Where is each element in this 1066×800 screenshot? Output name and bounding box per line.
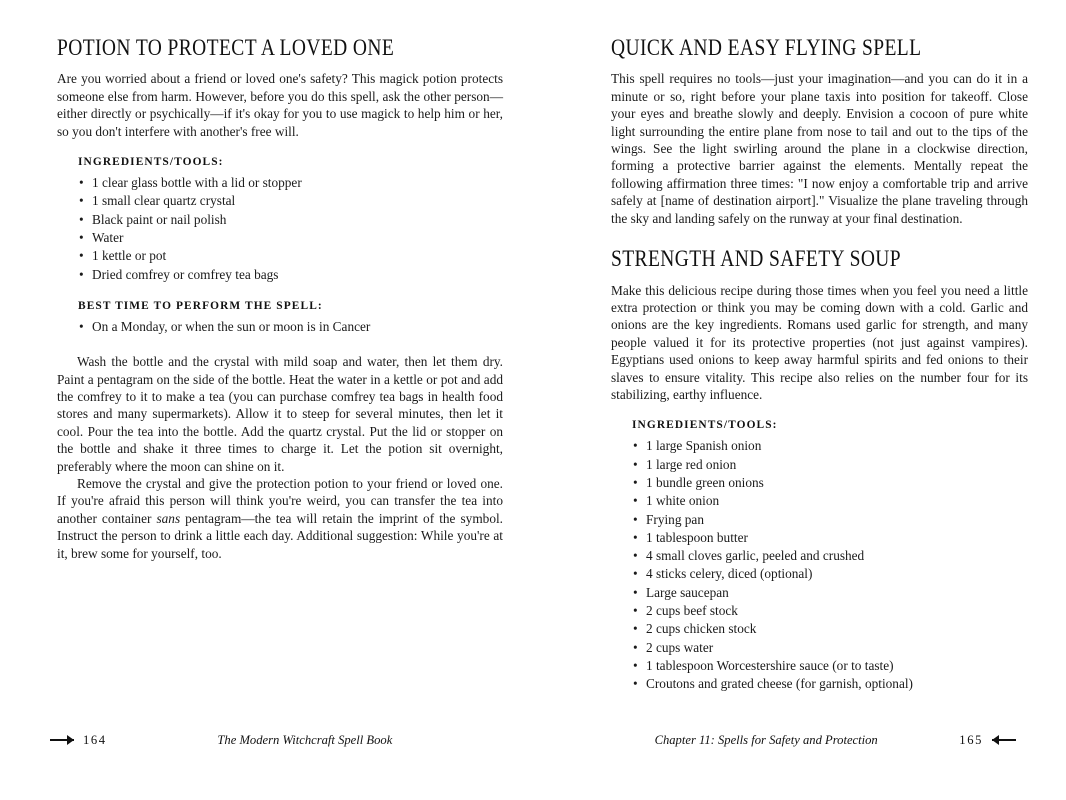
- instructions-block: [57, 353, 503, 562]
- intro-paragraph: Are you worried about a friend or loved one's safety? This magick potion protects someone else from harm. However, before you do this spell, ask the other person—either directly or psychically—if it's okay for you to use magick to help him or her, so you don't interfere with another's free will.: [57, 71, 503, 139]
- list-item: • 1 tablespoon butter: [632, 529, 1028, 547]
- timing-list: [78, 318, 503, 336]
- list-item: • 1 tablespoon Worcestershire sauce (or to taste): [632, 657, 1028, 675]
- list-item: • On a Monday, or when the sun or moon is in Cancer: [78, 318, 503, 336]
- list-item: • 1 white onion: [632, 492, 1028, 510]
- final-paragraph-part1: Remove the crystal and give the protection potion to your friend or loved one. If you're afraid this person will think you're weird, you can transfer the tea into another container: [57, 475, 503, 526]
- running-head-chapter-title: Chapter 11: Spells for Safety and Protection: [654, 732, 878, 747]
- list-item: • Large saucepan: [632, 584, 1028, 602]
- list-item: • 4 sticks celery, diced (optional): [632, 565, 1028, 583]
- instruction-paragraph-2: [57, 475, 503, 562]
- final-paragraph-italic: sans: [156, 510, 181, 526]
- timing-heading: BEST TIME TO PERFORM THE SPELL:: [78, 299, 323, 312]
- instruction-paragraph-1: Wash the bottle and the crystal with mild soap and water, then let them dry. Paint a pentagram on the side of the bottle. Heat the water in a kettle or pot and add the comfrey to it to make a tea (you can purchase comfrey tea bags in health food stores and many supermarkets). Allow it to steep for several minutes, then let it cool. Pour the tea into the bottle. Add the quartz crystal. Put the lid or stopper on the bottle and shake it three times to charge it. Let the potion sit overnight, preferably where the moon can shine on it.: [57, 354, 503, 474]
- list-item: • Croutons and grated cheese (for garnish, optional): [632, 675, 1028, 693]
- list-item: • 1 large Spanish onion: [632, 437, 1028, 455]
- list-item: • Frying pan: [632, 511, 1028, 529]
- list-item: • 2 cups water: [632, 639, 1028, 657]
- ornament-icon: [992, 735, 1016, 745]
- page-title-potion: POTION TO PROTECT A LOVED ONE: [57, 36, 395, 61]
- list-item: • Dried comfrey or comfrey tea bags: [78, 266, 503, 284]
- list-item: • 1 kettle or pot: [78, 247, 503, 265]
- list-item: • 1 bundle green onions: [632, 474, 1028, 492]
- ingredients-heading: INGREDIENTS/TOOLS:: [632, 419, 778, 432]
- list-item: • 1 small clear quartz crystal: [78, 192, 503, 210]
- list-item: • 2 cups beef stock: [632, 602, 1028, 620]
- final-paragraph-part2: pentagram—the tea will retain the imprint of the symbol. Instruct the person to drink a little each day. Additional suggestion: While you're at it, brew some for yourself, too.: [57, 510, 503, 561]
- list-item: • 1 clear glass bottle with a lid or stopper: [78, 174, 503, 192]
- page-title-safety-soup: STRENGTH AND SAFETY SOUP: [611, 247, 902, 273]
- right-page-footer: [533, 732, 1066, 748]
- list-item: • Black paint or nail polish: [78, 211, 503, 229]
- ornament-icon: [50, 735, 74, 745]
- running-head-book-title: The Modern Witchcraft Spell Book: [217, 732, 393, 747]
- page-number: 164: [83, 732, 107, 747]
- list-item: • 4 small cloves garlic, peeled and crushed: [632, 547, 1028, 565]
- right-page: [533, 0, 1066, 800]
- list-item: • 1 large red onion: [632, 456, 1028, 474]
- left-page-footer: [0, 732, 533, 748]
- list-item: • Water: [78, 229, 503, 247]
- ingredients-heading: INGREDIENTS/TOOLS:: [78, 156, 224, 169]
- page-title-flying-spell: QUICK AND EASY FLYING SPELL: [611, 36, 922, 61]
- list-item: • 2 cups chicken stock: [632, 620, 1028, 638]
- ingredients-list: [632, 437, 1028, 693]
- page-number: 165: [959, 732, 983, 747]
- flying-spell-paragraph: This spell requires no tools—just your imagination—and you can do it in a minute or so, right before your plane taxis into position for takeoff. Close your eyes and breathe slowly and deeply. Envision a cocoon of pure white light surrounding the entire plane from nose to tail and out to the tips of the wings. See the light swirling around the plane in a clockwise direction, forming a protective barrier against the elements. Mentally repeat the following affirmation three times: "I now enjoy a comfortable trip and arrive safely at [name of destination airport]." Visualize the plane traveling through the sky and landing safely on the runway at your final destination.: [611, 71, 1028, 226]
- ingredients-list: [78, 174, 503, 284]
- safety-soup-paragraph: Make this delicious recipe during those times when you feel you need a little extra protection or think you may be coming down with a cold. Garlic and onions are the key ingredients. Romans used garlic for strength, and many people valued it for its protective properties (not just against vampires). Egyptians used onions to keep away harmful spirits and fed onions to their slaves to ensure vitality. This recipe also relies on the number four for its stabilizing, earthy influence.: [611, 282, 1028, 402]
